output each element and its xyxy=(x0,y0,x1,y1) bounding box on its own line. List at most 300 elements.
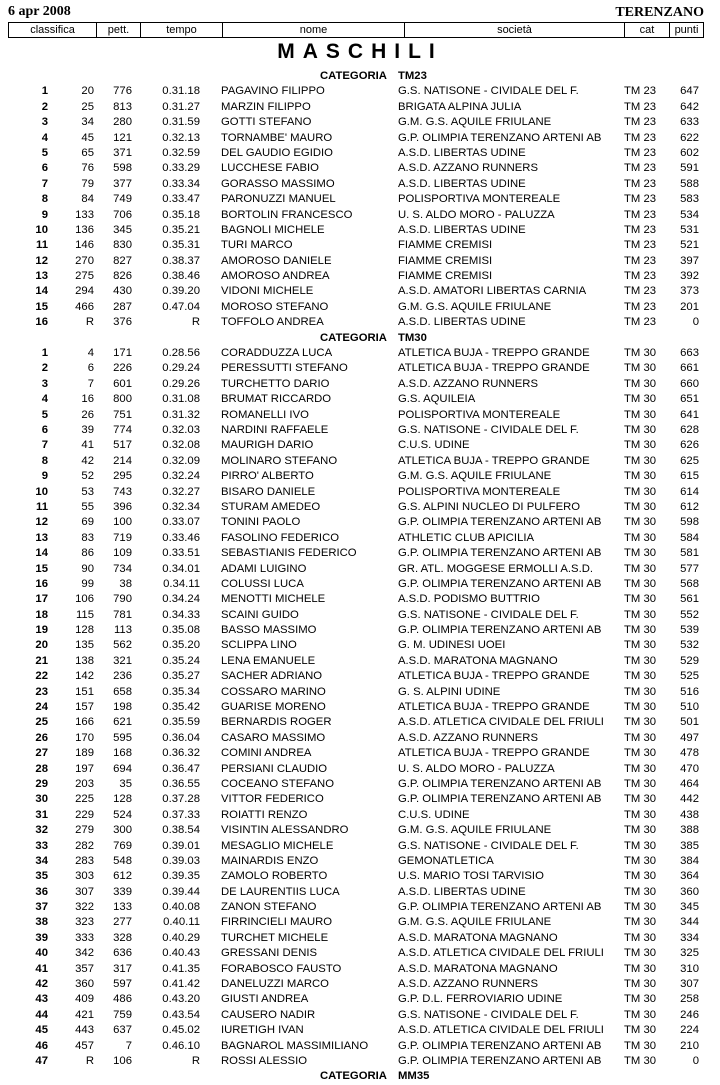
club-name: G.P. OLIMPIA TERENZANO ARTENI AB xyxy=(398,793,602,806)
athlete-name: ROIATTI RENZO xyxy=(221,808,308,821)
points: 561 xyxy=(680,593,699,606)
points: 534 xyxy=(680,208,699,221)
position: 10 xyxy=(35,223,48,236)
chip-number: 706 xyxy=(113,208,132,221)
category-label: CATEGORIA xyxy=(320,1070,387,1083)
category-code: TM 23 xyxy=(624,300,657,313)
category-code: TM 30 xyxy=(624,762,657,775)
chip-number: 749 xyxy=(113,193,132,206)
points: 224 xyxy=(680,1024,699,1037)
athlete-name: TONINI PAOLO xyxy=(221,516,301,529)
bib-number: 84 xyxy=(81,193,94,206)
results-list xyxy=(0,69,720,1085)
points: 583 xyxy=(680,193,699,206)
athlete-name: SCAINI GUIDO xyxy=(221,608,299,621)
category-heading xyxy=(0,1069,720,1084)
finish-time: 0.40.29 xyxy=(162,931,200,944)
category-heading xyxy=(0,331,720,346)
club-name: G.S. NATISONE - CIVIDALE DEL F. xyxy=(398,839,579,852)
position: 16 xyxy=(35,316,48,329)
position: 24 xyxy=(35,701,48,714)
category-code: TM 23 xyxy=(624,208,657,221)
points: 397 xyxy=(680,254,699,267)
position: 25 xyxy=(35,716,48,729)
position: 11 xyxy=(36,239,48,252)
table-row xyxy=(0,915,720,930)
club-name: FIAMME CREMISI xyxy=(398,254,493,267)
position: 46 xyxy=(35,1039,48,1052)
chip-number: 300 xyxy=(113,824,132,837)
bib-number: 41 xyxy=(81,439,94,452)
club-name: G.S. AQUILEIA xyxy=(398,393,476,406)
position: 7 xyxy=(41,177,48,190)
athlete-name: COMINI ANDREA xyxy=(221,747,312,760)
chip-number: 719 xyxy=(113,531,132,544)
category-code: TM 30 xyxy=(624,839,657,852)
athlete-name: FIRRINCIELI MAURO xyxy=(221,916,333,929)
club-name: G.M. G.S. AQUILE FRIULANE xyxy=(398,824,552,837)
category-code: TM 23 xyxy=(624,223,657,236)
category-code: TM 23 xyxy=(624,177,657,190)
chip-number: 621 xyxy=(113,716,132,729)
chip-number: 781 xyxy=(113,608,132,621)
category-code: TM 30 xyxy=(624,454,657,467)
athlete-name: VITTOR FEDERICO xyxy=(221,793,324,806)
athlete-name: SACHER ADRIANO xyxy=(221,670,323,683)
position: 15 xyxy=(35,300,48,313)
athlete-name: MENOTTI MICHELE xyxy=(221,593,326,606)
chip-number: 759 xyxy=(113,1008,132,1021)
athlete-name: TORNAMBE' MAURO xyxy=(221,131,333,144)
category-code: TM 23 xyxy=(624,254,657,267)
club-name: G.P. OLIMPIA TERENZANO ARTENI AB xyxy=(398,131,602,144)
points: 531 xyxy=(680,223,699,236)
position: 14 xyxy=(35,547,48,560)
bib-number: 170 xyxy=(75,731,94,744)
category-code: TM 30 xyxy=(624,485,657,498)
points: 470 xyxy=(680,762,699,775)
table-row xyxy=(0,177,720,192)
chip-number: 517 xyxy=(113,439,132,452)
bib-number: 229 xyxy=(75,808,94,821)
chip-number: 486 xyxy=(113,993,132,1006)
points: 392 xyxy=(680,270,699,283)
finish-time: R xyxy=(191,1055,200,1067)
position: 41 xyxy=(35,962,48,975)
table-row xyxy=(0,408,720,423)
points: 442 xyxy=(680,793,699,806)
points: 388 xyxy=(680,824,699,837)
category-code: TM 30 xyxy=(624,577,657,590)
athlete-name: MOROSO STEFANO xyxy=(221,300,329,313)
chip-number: 280 xyxy=(113,116,132,129)
club-name: A.S.D. ATLETICA CIVIDALE DEL FRIULI xyxy=(398,716,604,729)
category-label: CATEGORIA xyxy=(320,331,387,344)
section-title: MASCHILI xyxy=(277,40,443,63)
category-code: TM 30 xyxy=(624,470,657,483)
category-code: TM 30 xyxy=(624,639,657,652)
points: 384 xyxy=(680,854,699,867)
athlete-name: GORASSO MASSIMO xyxy=(221,177,335,190)
category-code: TM 30 xyxy=(624,793,657,806)
club-name: ATLETICA BUJA - TREPPO GRANDE xyxy=(398,701,590,714)
bib-number: 203 xyxy=(75,777,94,790)
points: 602 xyxy=(680,146,699,159)
finish-time: 0.45.02 xyxy=(162,1024,200,1037)
position: 27 xyxy=(35,747,48,760)
club-name: A.S.D. ATLETICA CIVIDALE DEL FRIULI xyxy=(398,1024,604,1037)
table-row xyxy=(0,438,720,453)
athlete-name: AMOROSO ANDREA xyxy=(221,270,330,283)
finish-time: 0.32.27 xyxy=(162,485,200,498)
event-place: TERENZANO xyxy=(615,5,704,20)
chip-number: 371 xyxy=(113,146,132,159)
club-name: ATLETICA BUJA - TREPPO GRANDE xyxy=(398,347,590,360)
club-name: FIAMME CREMISI xyxy=(398,239,493,252)
club-name: A.S.D. PODISMO BUTTRIO xyxy=(398,593,540,606)
table-row xyxy=(0,839,720,854)
chip-number: 277 xyxy=(113,916,132,929)
bib-number: 294 xyxy=(75,285,94,298)
position: 8 xyxy=(41,454,48,467)
table-row xyxy=(0,454,720,469)
position: 16 xyxy=(35,577,48,590)
club-name: A.S.D. AZZANO RUNNERS xyxy=(398,731,538,744)
points: 529 xyxy=(680,654,699,667)
athlete-name: PIRRO' ALBERTO xyxy=(221,470,314,483)
club-name: A.S.D. LIBERTAS UDINE xyxy=(398,885,526,898)
position: 10 xyxy=(35,485,48,498)
chip-number: 598 xyxy=(113,162,132,175)
bib-number: 55 xyxy=(81,500,94,513)
table-row xyxy=(0,654,720,669)
athlete-name: GRESSANI DENIS xyxy=(221,947,318,960)
finish-time: 0.39.01 xyxy=(162,839,200,852)
finish-time: 0.39.03 xyxy=(162,854,200,867)
chip-number: 548 xyxy=(113,854,132,867)
bib-number: 6 xyxy=(87,362,94,375)
athlete-name: GOTTI STEFANO xyxy=(221,116,312,129)
col-punti: punti xyxy=(674,24,699,36)
position: 18 xyxy=(35,608,48,621)
points: 325 xyxy=(680,947,699,960)
bib-number: 99 xyxy=(81,577,94,590)
finish-time: 0.32.09 xyxy=(162,454,200,467)
finish-time: 0.33.51 xyxy=(162,547,200,560)
finish-time: 0.35.08 xyxy=(162,624,200,637)
bib-number: 39 xyxy=(81,423,94,436)
position: 17 xyxy=(35,593,48,606)
athlete-name: MARZIN FILIPPO xyxy=(221,100,311,113)
table-row xyxy=(0,284,720,299)
club-name: G.P. OLIMPIA TERENZANO ARTENI AB xyxy=(398,624,602,637)
finish-time: 0.40.08 xyxy=(162,901,200,914)
points: 510 xyxy=(680,701,699,714)
athlete-name: BASSO MASSIMO xyxy=(221,624,317,637)
athlete-name: TURCHET MICHELE xyxy=(221,931,329,944)
position: 5 xyxy=(41,408,48,421)
bib-number: 283 xyxy=(75,854,94,867)
club-name: A.S.D. AZZANO RUNNERS xyxy=(398,377,538,390)
position: 11 xyxy=(36,500,48,513)
bib-number: 106 xyxy=(75,593,94,606)
bib-number: 357 xyxy=(75,962,94,975)
athlete-name: IURETIGH IVAN xyxy=(221,1024,304,1037)
points: 647 xyxy=(680,85,699,98)
club-name: C.U.S. UDINE xyxy=(398,808,470,821)
athlete-name: COSSARO MARINO xyxy=(221,685,326,698)
athlete-name: CASARO MASSIMO xyxy=(221,731,326,744)
athlete-name: DANELUZZI MARCO xyxy=(221,978,329,991)
finish-time: 0.36.47 xyxy=(162,762,200,775)
table-row xyxy=(0,115,720,130)
athlete-name: COLUSSI LUCA xyxy=(221,577,304,590)
finish-time: 0.34.01 xyxy=(162,562,200,575)
finish-time: 0.37.33 xyxy=(162,808,200,821)
table-row xyxy=(0,1054,720,1069)
finish-time: 0.38.54 xyxy=(162,824,200,837)
points: 581 xyxy=(680,547,699,560)
chip-number: 827 xyxy=(113,254,132,267)
bib-number: 189 xyxy=(75,747,94,760)
finish-time: 0.37.28 xyxy=(162,793,200,806)
bib-number: R xyxy=(85,316,94,329)
bib-number: 65 xyxy=(81,146,94,159)
bib-number: 303 xyxy=(75,870,94,883)
club-name: A.S.D. AZZANO RUNNERS xyxy=(398,978,538,991)
athlete-name: ZAMOLO ROBERTO xyxy=(221,870,328,883)
table-row xyxy=(0,731,720,746)
finish-time: 0.34.33 xyxy=(162,608,200,621)
finish-time: 0.36.55 xyxy=(162,777,200,790)
chip-number: 109 xyxy=(113,547,132,560)
club-name: G.P. OLIMPIA TERENZANO ARTENI AB xyxy=(398,777,602,790)
category-code: TM 30 xyxy=(624,393,657,406)
position: 6 xyxy=(41,162,48,175)
points: 615 xyxy=(680,470,699,483)
table-row xyxy=(0,931,720,946)
club-name: A.S.D. MARATONA MAGNANO xyxy=(398,931,558,944)
bib-number: 133 xyxy=(75,208,94,221)
chip-number: 236 xyxy=(113,670,132,683)
chip-number: 430 xyxy=(113,285,132,298)
finish-time: 0.32.24 xyxy=(162,470,200,483)
finish-time: 0.35.18 xyxy=(162,208,200,221)
finish-time: 0.31.08 xyxy=(162,393,200,406)
club-name: G. S. ALPINI UDINE xyxy=(398,685,501,698)
bib-number: R xyxy=(85,1055,94,1067)
bib-number: 20 xyxy=(81,85,94,98)
finish-time: 0.32.34 xyxy=(162,500,200,513)
athlete-name: FORABOSCO FAUSTO xyxy=(221,962,342,975)
athlete-name: MAURIGH DARIO xyxy=(221,439,314,452)
position: 45 xyxy=(35,1024,48,1037)
finish-time: 0.43.20 xyxy=(162,993,200,1006)
chip-number: 113 xyxy=(113,624,132,637)
category-heading xyxy=(0,69,720,84)
club-name: ATLETICA BUJA - TREPPO GRANDE xyxy=(398,454,590,467)
col-nome: nome xyxy=(223,23,405,37)
category-code: TM 30 xyxy=(624,808,657,821)
position: 6 xyxy=(41,423,48,436)
chip-number: 128 xyxy=(113,793,132,806)
category-code: TM 30 xyxy=(624,1039,657,1052)
chip-number: 562 xyxy=(113,639,132,652)
athlete-name: PERESSUTTI STEFANO xyxy=(221,362,348,375)
athlete-name: STURAM AMEDEO xyxy=(221,500,321,513)
chip-number: 121 xyxy=(113,131,132,144)
points: 525 xyxy=(680,670,699,683)
points: 360 xyxy=(680,885,699,898)
points: 344 xyxy=(680,916,699,929)
chip-number: 376 xyxy=(113,316,132,329)
position: 19 xyxy=(35,624,48,637)
finish-time: 0.29.24 xyxy=(162,362,200,375)
club-name: POLISPORTIVA MONTEREALE xyxy=(398,485,561,498)
club-name: A.S.D. LIBERTAS UDINE xyxy=(398,146,526,159)
finish-time: 0.32.59 xyxy=(162,146,200,159)
category-code: TM 30 xyxy=(624,547,657,560)
category-code: TM 30 xyxy=(624,870,657,883)
points: 642 xyxy=(680,100,699,113)
category-code: TM 30 xyxy=(624,916,657,929)
position: 1 xyxy=(41,347,48,360)
table-row xyxy=(0,1039,720,1054)
position: 33 xyxy=(35,839,48,852)
bib-number: 142 xyxy=(75,670,94,683)
club-name: POLISPORTIVA MONTEREALE xyxy=(398,408,561,421)
table-row xyxy=(0,361,720,376)
finish-time: 0.35.24 xyxy=(162,654,200,667)
club-name: A.S.D. MARATONA MAGNANO xyxy=(398,962,558,975)
points: 334 xyxy=(680,931,699,944)
athlete-name: SEBASTIANIS FEDERICO xyxy=(221,547,357,560)
club-name: A.S.D. LIBERTAS UDINE xyxy=(398,316,526,329)
bib-number: 69 xyxy=(81,516,94,529)
position: 40 xyxy=(35,947,48,960)
category-code: TM 30 xyxy=(624,654,657,667)
club-name: G.P. OLIMPIA TERENZANO ARTENI AB xyxy=(398,1055,602,1067)
table-row xyxy=(0,685,720,700)
finish-time: 0.35.42 xyxy=(162,701,200,714)
finish-time: 0.47.04 xyxy=(162,300,200,313)
position: 42 xyxy=(35,978,48,991)
table-row xyxy=(0,623,720,638)
chip-number: 637 xyxy=(113,1024,132,1037)
finish-time: 0.35.31 xyxy=(162,239,200,252)
bib-number: 360 xyxy=(75,978,94,991)
chip-number: 790 xyxy=(113,593,132,606)
position: 4 xyxy=(41,131,48,144)
position: 13 xyxy=(35,531,48,544)
bib-number: 52 xyxy=(81,470,94,483)
finish-time: 0.36.32 xyxy=(162,747,200,760)
table-row xyxy=(0,485,720,500)
points: 210 xyxy=(680,1039,699,1052)
bib-number: 135 xyxy=(75,639,94,652)
athlete-name: MOLINARO STEFANO xyxy=(221,454,338,467)
category-code: TM 23 xyxy=(624,100,657,113)
bib-number: 90 xyxy=(81,562,94,575)
category-code: TM 23 xyxy=(624,270,657,283)
position: 7 xyxy=(41,439,48,452)
table-row xyxy=(0,100,720,115)
points: 201 xyxy=(680,300,699,313)
category-code: TM 23 xyxy=(624,239,657,252)
category-code: TM 23 xyxy=(624,193,657,206)
points: 628 xyxy=(680,423,699,436)
category-code: TM 30 xyxy=(624,624,657,637)
points: 622 xyxy=(680,131,699,144)
position: 12 xyxy=(35,516,48,529)
athlete-name: CORADDUZZA LUCA xyxy=(221,347,333,360)
bib-number: 322 xyxy=(75,901,94,914)
points: 568 xyxy=(680,577,699,590)
athlete-name: ADAMI LUIGINO xyxy=(221,562,307,575)
finish-time: 0.29.26 xyxy=(162,377,200,390)
athlete-name: GUARISE MORENO xyxy=(221,701,326,714)
chip-number: 198 xyxy=(113,701,132,714)
position: 20 xyxy=(35,639,48,652)
chip-number: 769 xyxy=(113,839,132,852)
chip-number: 328 xyxy=(113,931,132,944)
points: 539 xyxy=(680,624,699,637)
category-code: TM 30 xyxy=(624,931,657,944)
chip-number: 830 xyxy=(113,239,132,252)
chip-number: 317 xyxy=(113,962,132,975)
finish-time: 0.43.54 xyxy=(162,1008,200,1021)
chip-number: 813 xyxy=(113,100,132,113)
athlete-name: CAUSERO NADIR xyxy=(221,1008,316,1021)
position: 44 xyxy=(35,1008,48,1021)
category-code: TM 30 xyxy=(624,685,657,698)
position: 28 xyxy=(35,762,48,775)
chip-number: 776 xyxy=(113,85,132,98)
position: 38 xyxy=(35,916,48,929)
points: 584 xyxy=(680,531,699,544)
bib-number: 128 xyxy=(75,624,94,637)
chip-number: 524 xyxy=(113,808,132,821)
chip-number: 751 xyxy=(113,408,132,421)
table-row xyxy=(0,869,720,884)
col-classifica: classifica xyxy=(9,23,97,37)
club-name: ATLETICA BUJA - TREPPO GRANDE xyxy=(398,670,590,683)
finish-time: 0.39.44 xyxy=(162,885,200,898)
table-row xyxy=(0,300,720,315)
athlete-name: ROMANELLI IVO xyxy=(221,408,309,421)
athlete-name: PARONUZZI MANUEL xyxy=(221,193,336,206)
points: 552 xyxy=(680,608,699,621)
position: 32 xyxy=(35,824,48,837)
finish-time: 0.31.59 xyxy=(162,116,200,129)
category-code: TM 30 xyxy=(624,408,657,421)
finish-time: 0.32.13 xyxy=(162,131,200,144)
bib-number: 79 xyxy=(81,177,94,190)
table-row xyxy=(0,977,720,992)
club-name: G.M. G.S. AQUILE FRIULANE xyxy=(398,116,552,129)
bib-number: 25 xyxy=(81,100,94,113)
table-row xyxy=(0,762,720,777)
category-code: TM 30 xyxy=(624,716,657,729)
club-name: U.S. MARIO TOSI TARVISIO xyxy=(398,870,544,883)
position: 1 xyxy=(41,85,48,98)
finish-time: 0.32.03 xyxy=(162,423,200,436)
club-name: A.S.D. AZZANO RUNNERS xyxy=(398,162,538,175)
points: 614 xyxy=(680,485,699,498)
chip-number: 800 xyxy=(113,393,132,406)
category-value: TM30 xyxy=(398,331,427,344)
position: 30 xyxy=(35,793,48,806)
